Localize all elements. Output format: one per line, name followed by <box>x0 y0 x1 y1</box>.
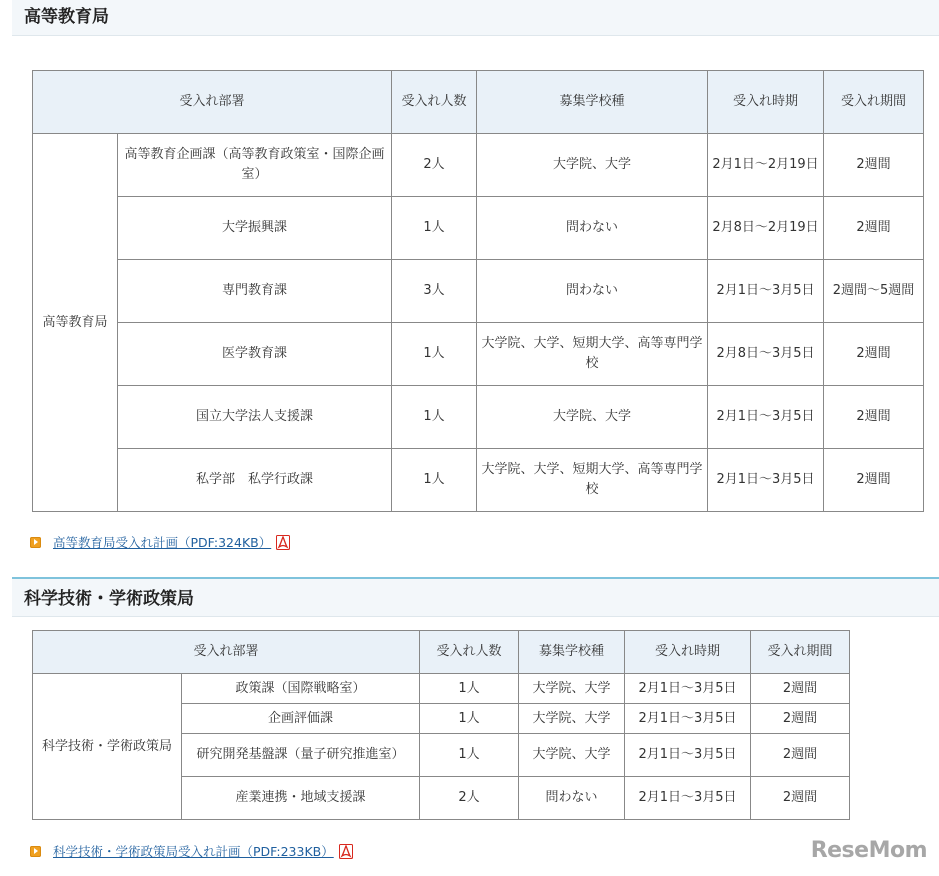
table-row <box>33 197 924 260</box>
pdf-icon[interactable] <box>339 844 353 859</box>
count-cell: 1人 <box>392 449 477 512</box>
header-timing: 受入れ時期 <box>708 71 824 134</box>
period-cell: 2週間 <box>824 134 924 197</box>
count-cell: 3人 <box>392 260 477 323</box>
table-row <box>33 674 850 704</box>
group-label: 科学技術・学術政策局 <box>33 674 182 820</box>
header-count: 受入れ人数 <box>392 71 477 134</box>
science-policy-table <box>32 630 850 820</box>
count-cell: 2人 <box>392 134 477 197</box>
timing-cell: 2月1日〜3月5日 <box>625 734 751 777</box>
timing-cell: 2月8日〜3月5日 <box>708 323 824 386</box>
school-cell: 問わない <box>477 197 708 260</box>
dept-cell: 医学教育課 <box>118 323 392 386</box>
count-cell: 1人 <box>392 197 477 260</box>
timing-cell: 2月1日〜2月19日 <box>708 134 824 197</box>
dept-cell: 大学振興課 <box>118 197 392 260</box>
timing-cell: 2月1日〜3月5日 <box>625 674 751 704</box>
timing-cell: 2月1日〜3月5日 <box>708 260 824 323</box>
timing-cell: 2月1日〜3月5日 <box>708 386 824 449</box>
timing-cell: 2月1日〜3月5日 <box>625 704 751 734</box>
pdf-link-row <box>30 842 353 860</box>
school-cell: 大学院、大学 <box>519 734 625 777</box>
school-cell: 問わない <box>477 260 708 323</box>
dept-cell: 産業連携・地域支援課 <box>182 777 420 820</box>
header-period: 受入れ期間 <box>751 631 850 674</box>
school-cell: 大学院、大学 <box>477 386 708 449</box>
school-cell: 大学院、大学、短期大学、高等専門学校 <box>477 323 708 386</box>
dept-cell: 企画評価課 <box>182 704 420 734</box>
period-cell: 2週間 <box>751 704 850 734</box>
section-title-higher-education: 高等教育局 <box>12 0 939 36</box>
dept-cell: 国立大学法人支援課 <box>118 386 392 449</box>
dept-cell: 私学部 私学行政課 <box>118 449 392 512</box>
timing-cell: 2月8日〜2月19日 <box>708 197 824 260</box>
timing-cell: 2月1日〜3月5日 <box>625 777 751 820</box>
table-row <box>33 449 924 512</box>
count-cell: 1人 <box>392 386 477 449</box>
timing-cell: 2月1日〜3月5日 <box>708 449 824 512</box>
orange-arrow-icon <box>30 846 41 857</box>
count-cell: 1人 <box>420 704 519 734</box>
count-cell: 1人 <box>420 674 519 704</box>
count-cell: 2人 <box>420 777 519 820</box>
school-cell: 大学院、大学 <box>519 704 625 734</box>
header-period: 受入れ期間 <box>824 71 924 134</box>
higher-education-plan-pdf-link[interactable]: 高等教育局受入れ計画（PDF:324KB） <box>53 535 272 550</box>
header-dept: 受入れ部署 <box>33 631 420 674</box>
period-cell: 2週間 <box>824 386 924 449</box>
school-cell: 問わない <box>519 777 625 820</box>
dept-cell: 高等教育企画課（高等教育政策室・国際企画室） <box>118 134 392 197</box>
period-cell: 2週間 <box>824 323 924 386</box>
count-cell: 1人 <box>392 323 477 386</box>
header-count: 受入れ人数 <box>420 631 519 674</box>
dept-cell: 専門教育課 <box>118 260 392 323</box>
header-timing: 受入れ時期 <box>625 631 751 674</box>
period-cell: 2週間 <box>824 449 924 512</box>
period-cell: 2週間 <box>751 734 850 777</box>
pdf-link-row <box>30 533 290 551</box>
header-dept: 受入れ部署 <box>33 71 392 134</box>
orange-arrow-icon <box>30 537 41 548</box>
higher-education-table <box>32 70 924 512</box>
period-cell: 2週間 <box>751 674 850 704</box>
section-title-science-policy: 科学技術・学術政策局 <box>12 577 939 617</box>
period-cell: 2週間〜5週間 <box>824 260 924 323</box>
period-cell: 2週間 <box>824 197 924 260</box>
table-row <box>33 323 924 386</box>
science-policy-plan-pdf-link[interactable]: 科学技術・学術政策局受入れ計画（PDF:233KB） <box>53 844 334 859</box>
school-cell: 大学院、大学、短期大学、高等専門学校 <box>477 449 708 512</box>
table-header-row <box>33 631 850 674</box>
dept-cell: 政策課（国際戦略室） <box>182 674 420 704</box>
dept-cell: 研究開発基盤課（量子研究推進室） <box>182 734 420 777</box>
school-cell: 大学院、大学 <box>477 134 708 197</box>
header-school: 募集学校種 <box>519 631 625 674</box>
header-school: 募集学校種 <box>477 71 708 134</box>
period-cell: 2週間 <box>751 777 850 820</box>
resemom-logo: ReseMom <box>810 838 927 863</box>
table-row <box>33 260 924 323</box>
table-row <box>33 386 924 449</box>
group-label: 高等教育局 <box>33 134 118 512</box>
table-row <box>33 134 924 197</box>
pdf-icon[interactable] <box>276 535 290 550</box>
table-header-row <box>33 71 924 134</box>
school-cell: 大学院、大学 <box>519 674 625 704</box>
count-cell: 1人 <box>420 734 519 777</box>
